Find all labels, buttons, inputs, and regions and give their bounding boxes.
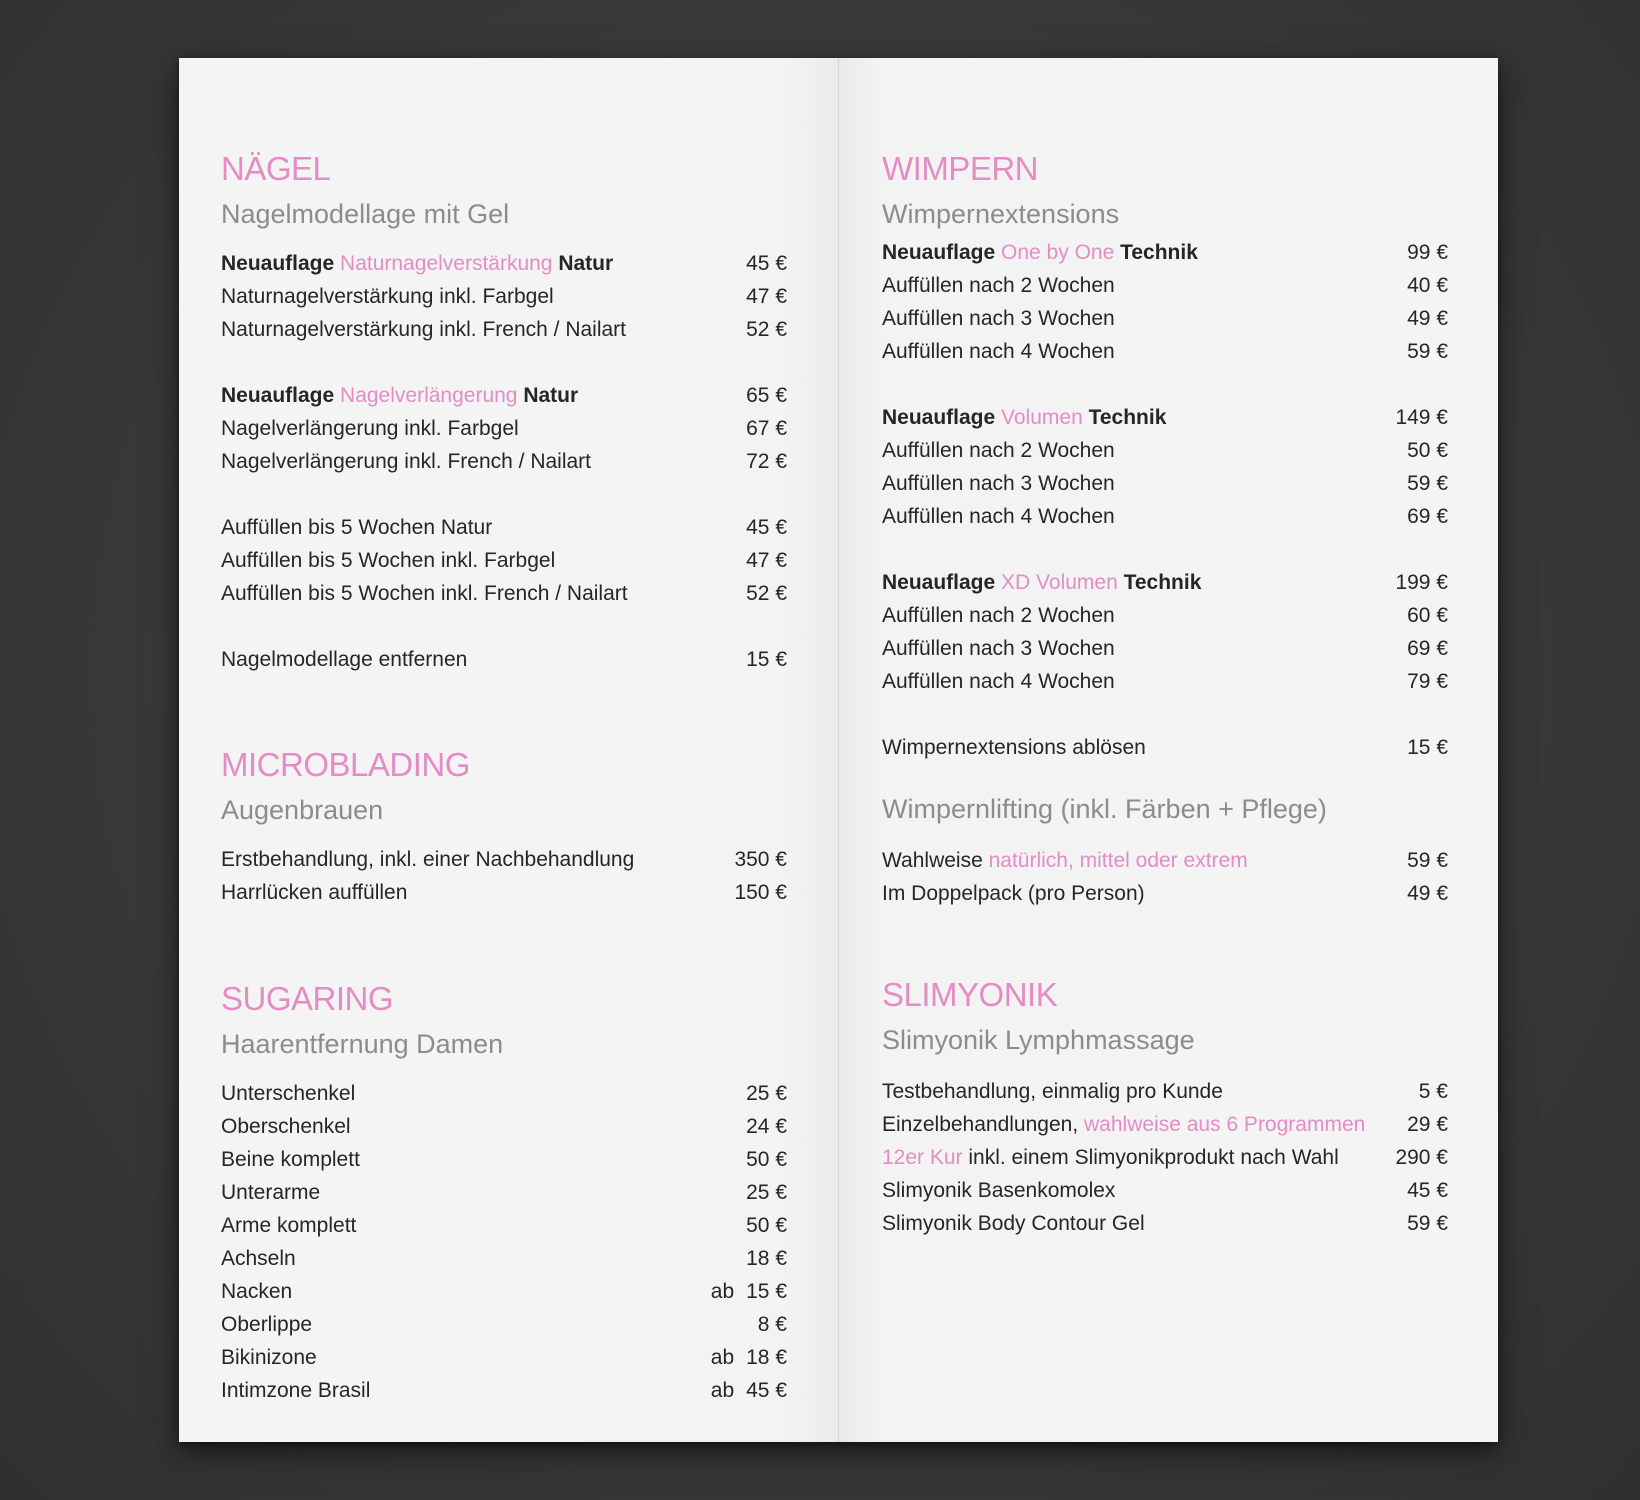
item-label: Auffüllen nach 3 Wochen (882, 637, 1115, 660)
section-title-slimyonik: SLIMYONIK (882, 976, 1058, 1013)
price-row (221, 412, 787, 445)
item-price: 65 € (746, 384, 787, 407)
item-label: 12er Kur inkl. einem Slimyonikprodukt nach Wahl (882, 1146, 1339, 1169)
item-label: Neuauflage One by One Technik (882, 241, 1198, 264)
item-label: Auffüllen nach 3 Wochen (882, 472, 1115, 495)
price-row (221, 1374, 787, 1407)
section-subtitle-nagelmodellage: Nagelmodellage mit Gel (221, 199, 510, 229)
wimpern-group-1 (882, 236, 1448, 368)
item-price: 49 € (1407, 307, 1448, 330)
item-label: Slimyonik Body Contour Gel (882, 1212, 1145, 1235)
item-price: 24 € (746, 1115, 787, 1138)
item-price: 15 € (1407, 736, 1448, 759)
item-label: Auffüllen nach 2 Wochen (882, 274, 1115, 297)
price-row (221, 511, 787, 544)
item-label: Erstbehandlung, inkl. einer Nachbehandlung (221, 848, 635, 871)
price-row (221, 313, 787, 346)
price-row (221, 1110, 787, 1143)
price-row (882, 877, 1448, 910)
price-row (882, 236, 1448, 269)
price-row (882, 1141, 1448, 1174)
wimpern-group-4 (882, 731, 1448, 764)
sugaring-list (221, 1077, 787, 1407)
price-row (221, 876, 787, 909)
item-price: 45 € (746, 516, 787, 539)
item-price: 149 € (1395, 406, 1448, 429)
item-label: Oberschenkel (221, 1115, 351, 1138)
wimpern-group-3 (882, 566, 1448, 698)
left-page (179, 58, 839, 1442)
item-price: 45 € (1407, 1179, 1448, 1202)
item-price: 150 € (734, 881, 787, 904)
price-row (882, 844, 1448, 877)
price-row (882, 1207, 1448, 1240)
price-row (221, 247, 787, 280)
item-label: Unterarme (221, 1181, 321, 1204)
item-price: 50 € (746, 1214, 787, 1237)
item-price: 59 € (1407, 849, 1448, 872)
price-row (882, 401, 1448, 434)
item-price: 50 € (746, 1148, 787, 1171)
naegel-group-4 (221, 643, 787, 676)
item-label: Naturnagelverstärkung inkl. French / Nailart (221, 318, 627, 341)
item-price: 49 € (1407, 882, 1448, 905)
item-price: ab 45 € (710, 1379, 787, 1402)
section-subtitle-lymphmassage: Slimyonik Lymphmassage (882, 1025, 1195, 1055)
section-title-wimpern: WIMPERN (882, 150, 1038, 187)
price-row (221, 280, 787, 313)
item-label: Nagelverlängerung inkl. French / Nailart (221, 450, 592, 473)
item-price: 45 € (746, 252, 787, 275)
item-label: Nagelmodellage entfernen (221, 648, 468, 671)
item-price: ab 15 € (710, 1280, 787, 1303)
wimpernlifting-list (882, 844, 1448, 910)
item-label: Wahlweise natürlich, mittel oder extrem (882, 849, 1248, 872)
slimyonik-list (882, 1075, 1448, 1240)
item-label: Oberlippe (221, 1313, 313, 1336)
item-price: 72 € (746, 450, 787, 473)
item-label: Auffüllen nach 2 Wochen (882, 604, 1115, 627)
naegel-group-3 (221, 511, 787, 610)
price-row (882, 566, 1448, 599)
item-label: Nagelverlängerung inkl. Farbgel (221, 417, 519, 440)
item-label: Arme komplett (221, 1214, 357, 1237)
item-label: Im Doppelpack (pro Person) (882, 882, 1145, 905)
price-row (221, 1077, 787, 1110)
item-price: 60 € (1407, 604, 1448, 627)
item-label: Auffüllen bis 5 Wochen inkl. French / Nailart (221, 582, 628, 605)
item-price: ab 18 € (710, 1346, 787, 1369)
item-label: Einzelbehandlungen, wahlweise aus 6 Programmen (882, 1113, 1366, 1136)
price-row (221, 1176, 787, 1209)
item-price: 47 € (746, 285, 787, 308)
item-label: Naturnagelverstärkung inkl. Farbgel (221, 285, 554, 308)
price-row (221, 1275, 787, 1308)
item-price: 25 € (746, 1181, 787, 1204)
section-subtitle-wimpernlifting: Wimpernlifting (inkl. Färben + Pflege) (882, 794, 1327, 824)
item-price: 67 € (746, 417, 787, 440)
item-price: 59 € (1407, 1212, 1448, 1235)
item-price: 79 € (1407, 670, 1448, 693)
item-label: Harrlücken auffüllen (221, 881, 408, 904)
item-price: 99 € (1407, 241, 1448, 264)
item-label: Auffüllen nach 4 Wochen (882, 505, 1115, 528)
section-title-naegel: NÄGEL (221, 150, 331, 187)
naegel-group-2 (221, 379, 787, 478)
item-label: Neuauflage XD Volumen Technik (882, 571, 1202, 594)
right-page (839, 58, 1498, 1442)
item-label: Intimzone Brasil (221, 1379, 371, 1402)
price-row (221, 544, 787, 577)
section-subtitle-haarentfernung: Haarentfernung Damen (221, 1029, 504, 1059)
price-row (882, 1174, 1448, 1207)
wimpern-group-2 (882, 401, 1448, 533)
item-label: Auffüllen nach 3 Wochen (882, 307, 1115, 330)
item-label: Beine komplett (221, 1148, 360, 1171)
item-price: 29 € (1407, 1113, 1448, 1136)
item-price: 199 € (1395, 571, 1448, 594)
item-label: Achseln (221, 1247, 296, 1270)
price-row (882, 731, 1448, 764)
item-price: 50 € (1407, 439, 1448, 462)
item-price: 25 € (746, 1082, 787, 1105)
item-label: Auffüllen bis 5 Wochen Natur (221, 516, 493, 539)
price-row (882, 632, 1448, 665)
item-price: 5 € (1418, 1080, 1448, 1103)
price-row (221, 1143, 787, 1176)
item-label: Bikinizone (221, 1346, 317, 1369)
price-list-brochure (179, 58, 1498, 1442)
item-label: Slimyonik Basenkomolex (882, 1179, 1116, 1202)
price-row (882, 599, 1448, 632)
price-row (882, 1108, 1448, 1141)
item-price: 69 € (1407, 505, 1448, 528)
item-price: 52 € (746, 582, 787, 605)
item-price: 59 € (1407, 472, 1448, 495)
price-row (221, 643, 787, 676)
section-title-sugaring: SUGARING (221, 980, 394, 1017)
price-row (882, 335, 1448, 368)
item-label: Neuauflage Volumen Technik (882, 406, 1167, 429)
item-label: Neuauflage Nagelverlängerung Natur (221, 384, 579, 407)
price-row (882, 302, 1448, 335)
item-price: 47 € (746, 549, 787, 572)
price-prefix: ab (710, 1346, 735, 1369)
item-price: 15 € (746, 648, 787, 671)
microblading-list (221, 843, 787, 909)
price-row (221, 1242, 787, 1275)
item-label: Testbehandlung, einmalig pro Kunde (882, 1080, 1223, 1103)
price-row (221, 843, 787, 876)
item-label: Wimpernextensions ablösen (882, 736, 1146, 759)
item-label: Auffüllen nach 2 Wochen (882, 439, 1115, 462)
item-price: 69 € (1407, 637, 1448, 660)
price-row (882, 269, 1448, 302)
price-row (882, 434, 1448, 467)
section-subtitle-wimpernextensions: Wimpernextensions (882, 199, 1120, 229)
price-prefix: ab (710, 1379, 735, 1402)
item-label: Auffüllen nach 4 Wochen (882, 340, 1115, 363)
price-row (221, 445, 787, 478)
item-label: Neuauflage Naturnagelverstärkung Natur (221, 252, 614, 275)
item-label: Auffüllen bis 5 Wochen inkl. Farbgel (221, 549, 556, 572)
item-price: 18 € (746, 1247, 787, 1270)
item-price: 59 € (1407, 340, 1448, 363)
item-price: 290 € (1395, 1146, 1448, 1169)
price-row (221, 379, 787, 412)
item-price: 8 € (757, 1313, 787, 1336)
naegel-group-1 (221, 247, 787, 346)
section-title-microblading: MICROBLADING (221, 746, 470, 783)
price-row (882, 500, 1448, 533)
price-prefix: ab (710, 1280, 735, 1303)
price-row (221, 577, 787, 610)
item-label: Auffüllen nach 4 Wochen (882, 670, 1115, 693)
price-row (221, 1341, 787, 1374)
price-row (882, 467, 1448, 500)
item-price: 52 € (746, 318, 787, 341)
price-row (882, 1075, 1448, 1108)
item-price: 350 € (734, 848, 787, 871)
item-label: Unterschenkel (221, 1082, 356, 1105)
price-row (882, 665, 1448, 698)
item-label: Nacken (221, 1280, 293, 1303)
price-row (221, 1209, 787, 1242)
item-price: 40 € (1407, 274, 1448, 297)
price-row (221, 1308, 787, 1341)
section-subtitle-augenbrauen: Augenbrauen (221, 795, 384, 825)
